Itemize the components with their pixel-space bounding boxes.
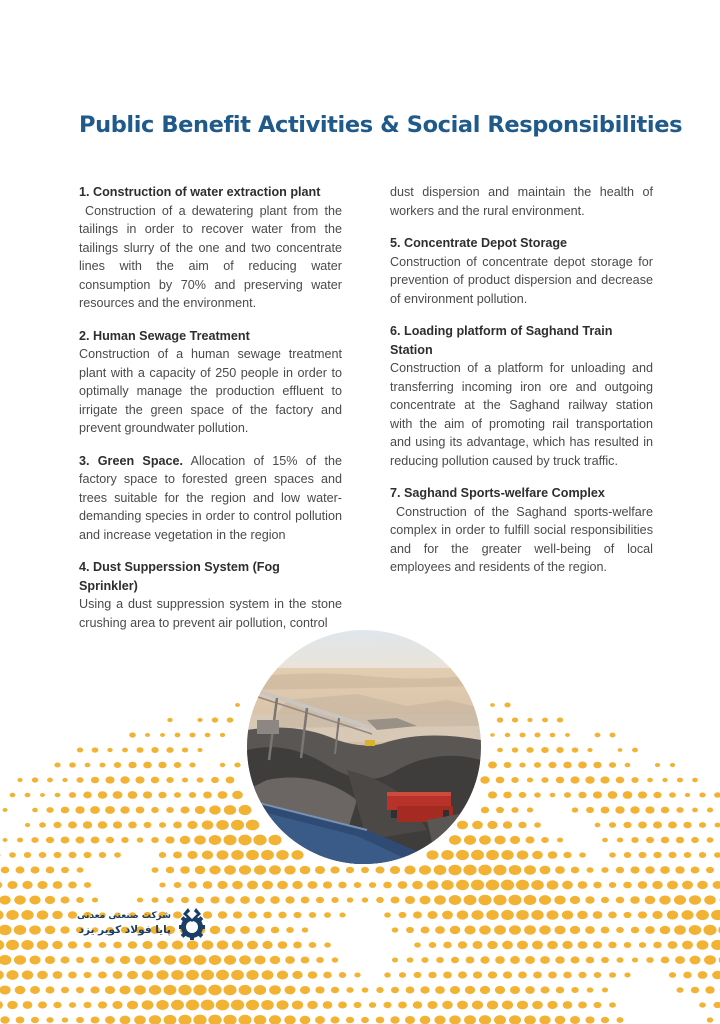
left-column: [79, 183, 342, 632]
item-sports-complex: [390, 484, 653, 577]
mining-site-photo: [247, 630, 481, 864]
item-body: Construction of concentrate depot storage for prevention of product dispersion and decrease of environment pollution.: [390, 254, 653, 306]
item-body: Construction of a dewatering plant from the tailings in order to recover water from the tailings slurry of the one and two concentrate lines with the aim of reducing water consumption by 70% and preserving water resources and the environment.: [79, 203, 342, 310]
logo-line-2: پایا فولاد کویر یزد: [78, 924, 171, 936]
item-body: Construction of a platform for unloading and transferring incoming iron ore and outgoing concentrate at the Saghand railway station with the aim of promoting rail transportation and using its advantage, which has resulted in reducing pollution caused by truck traffic.: [390, 361, 653, 468]
item-body: Using a dust suppression system in the stone crushing area to prevent air pollution, control: [79, 597, 342, 630]
company-logo: [76, 906, 209, 946]
item-body: Construction of the Saghand sports-welfare complex in order to fulfill social responsibilities and for the greater well-being of local employees and residents of the region.: [390, 504, 653, 574]
item-body: Allocation of 15% of the factory space to forested green spaces and trees suitable for the region and low water-demanding species in order to control pollution and increase vegetation in the region: [79, 453, 342, 542]
item-title: 6. Loading platform of Saghand Train Station: [390, 324, 613, 357]
item-body-run: [79, 452, 342, 545]
gear-logo-icon: [175, 908, 209, 942]
item-water-extraction: [79, 183, 342, 313]
right-column: [390, 183, 653, 591]
item-concentrate-depot: [390, 234, 653, 308]
logo-line-1: شرکت صنعتی معدنی: [76, 911, 171, 921]
item-dust-suppression-continuation: dust dispersion and maintain the health of workers and the rural environment.: [390, 185, 653, 218]
item-title: 4. Dust Supperssion System (Fog Sprinkler): [79, 560, 280, 593]
item-title: 5. Concentrate Depot Storage: [390, 236, 568, 250]
item-title: 2. Human Sewage Treatment: [79, 328, 250, 343]
item-green-space: [79, 452, 342, 545]
item-title: 3. Green Space.: [79, 453, 184, 468]
item-body: Construction of a human sewage treatment plant with a capacity of 250 people in order to optimally manage the production effluent to irrigate the green space of the factory and prevent groundwater pollution.: [79, 347, 342, 435]
page-title: Public Benefit Activities & Social Responsibilities: [79, 112, 683, 138]
item-dust-suppression: [79, 558, 342, 632]
item-title: 7. Saghand Sports-welfare Complex: [390, 486, 605, 500]
item-sewage-treatment: [79, 327, 342, 438]
item-loading-platform: [390, 322, 653, 470]
item-title: 1. Construction of water extraction plant: [79, 185, 321, 199]
